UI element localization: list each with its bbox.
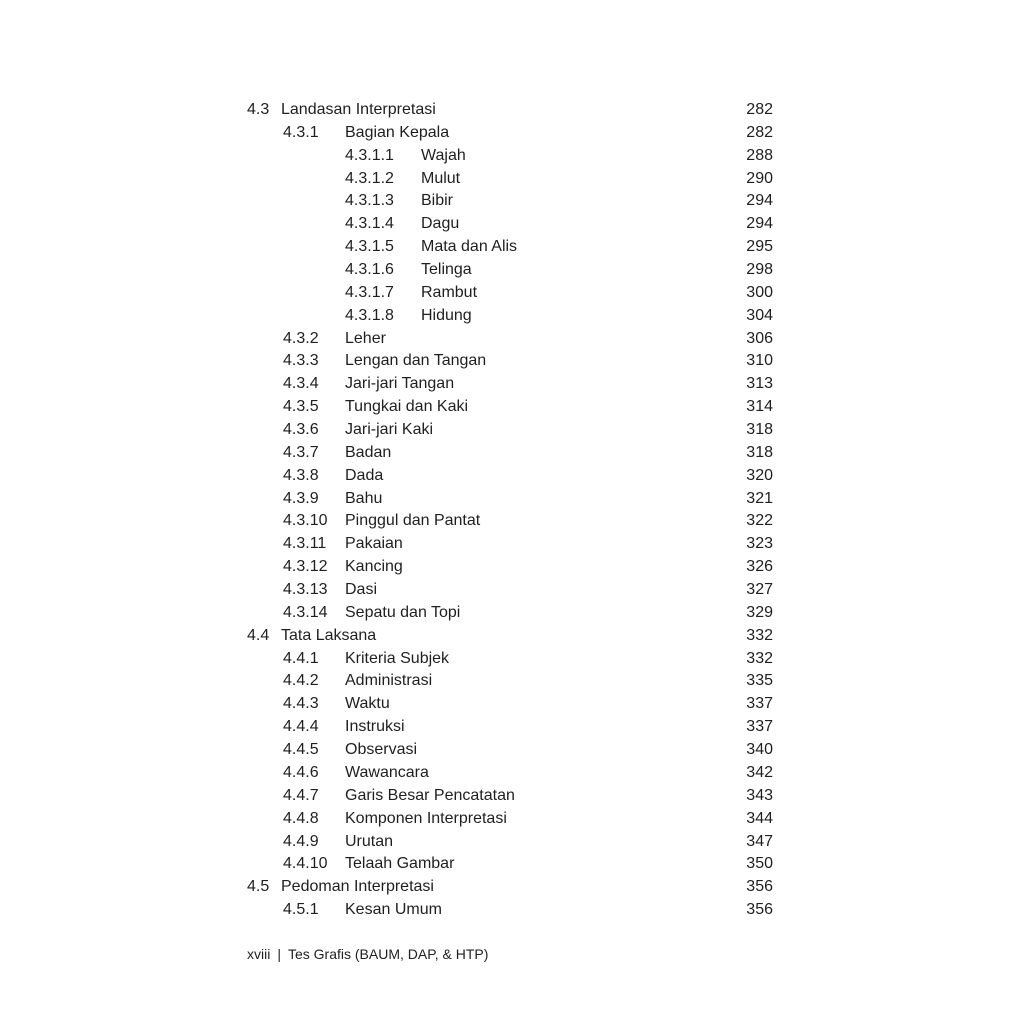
toc-entry-page: 304 (746, 306, 773, 324)
toc-entry-number: 4.3.10 (283, 512, 328, 530)
toc-entry-title: Dada (345, 466, 384, 484)
toc-entry-number: 4.5 (247, 878, 270, 896)
toc-entry-page: 340 (746, 741, 773, 759)
toc-entry-number: 4.3.1 (283, 123, 319, 141)
toc-entry-page: 295 (746, 238, 773, 256)
toc-entry-page: 306 (746, 329, 773, 347)
toc-entry-page: 298 (746, 261, 773, 279)
footer-page-number: xviii (247, 946, 271, 962)
toc-entry-title: Jari-jari Kaki (345, 421, 434, 439)
toc-entry-page: 326 (746, 558, 773, 576)
toc-entry-page: 321 (746, 489, 773, 507)
toc-row (247, 853, 773, 876)
toc-entry-page: 294 (746, 215, 773, 233)
toc-entry-page: 343 (746, 786, 773, 804)
toc-entry-number: 4.4 (247, 626, 270, 644)
toc-entry-title: Rambut (421, 283, 478, 301)
toc-row (247, 168, 773, 191)
toc-entry-number: 4.3.1.2 (345, 169, 394, 187)
toc-entry-number: 4.3.4 (283, 375, 319, 393)
toc-entry-number: 4.3.8 (283, 466, 319, 484)
toc-entry-page: 290 (746, 169, 773, 187)
toc-entry-number: 4.3.9 (283, 489, 319, 507)
toc-entry-title: Bahu (345, 489, 383, 507)
footer-separator: | (277, 946, 281, 962)
toc-entry-title: Leher (345, 329, 386, 347)
toc-entry-number: 4.4.10 (283, 855, 328, 873)
toc-entry-page: 320 (746, 466, 773, 484)
footer-book-title: Tes Grafis (BAUM, DAP, & HTP) (287, 946, 489, 962)
toc-entry-page: 342 (746, 763, 773, 781)
toc-entry-page: 318 (746, 421, 773, 439)
toc-row (247, 625, 773, 648)
toc-row (247, 808, 773, 831)
toc-entry-page: 329 (746, 603, 773, 621)
toc-row (247, 213, 773, 236)
toc-list (247, 99, 773, 922)
toc-entry-number: 4.5.1 (283, 901, 319, 919)
toc-row (247, 831, 773, 854)
toc-entry-number: 4.3.1.1 (345, 146, 394, 164)
toc-row (247, 488, 773, 511)
toc-entry-number: 4.3.14 (283, 603, 328, 621)
toc-entry-page: 350 (746, 855, 773, 873)
toc-entry-title: Administrasi (345, 672, 433, 690)
toc-entry-title: Pedoman Interpretasi (281, 878, 434, 896)
toc-entry-title: Mata dan Alis (421, 238, 518, 256)
toc-entry-title: Lengan dan Tangan (345, 352, 487, 370)
toc-entry-number: 4.3.13 (283, 581, 328, 599)
toc-entry-number: 4.3.1.5 (345, 238, 394, 256)
toc-entry-page: 282 (746, 101, 773, 118)
toc-entry-page: 344 (746, 809, 773, 827)
toc-entry-number: 4.3.1.7 (345, 283, 394, 301)
toc-row (247, 579, 773, 602)
toc-entry-title: Waktu (345, 695, 390, 713)
toc-entry-page: 300 (746, 283, 773, 301)
toc-entry-number: 4.4.2 (283, 672, 319, 690)
toc-entry-title: Telinga (421, 261, 472, 279)
toc-entry-page: 314 (746, 398, 773, 416)
toc-row (247, 442, 773, 465)
toc-entry-page: 337 (746, 695, 773, 713)
toc-entry-page: 322 (746, 512, 773, 530)
toc-entry-page: 335 (746, 672, 773, 690)
toc-row (247, 556, 773, 579)
toc-entry-page: 327 (746, 581, 773, 599)
toc-entry-number: 4.4.3 (283, 695, 319, 713)
toc-entry-title: Garis Besar Pencatatan (345, 786, 515, 804)
toc-row (247, 602, 773, 625)
toc-entry-title: Hidung (421, 306, 472, 324)
toc-entry-number: 4.3.6 (283, 421, 319, 439)
toc-entry-title: Tungkai dan Kaki (345, 398, 469, 416)
toc-entry-page: 356 (746, 901, 773, 919)
toc-row (247, 282, 773, 305)
toc-entry-number: 4.4.6 (283, 763, 319, 781)
toc-entry-page: 294 (746, 192, 773, 210)
toc-entry-page: 347 (746, 832, 773, 850)
toc-entry-number: 4.4.5 (283, 741, 319, 759)
toc-entry-number: 4.3.3 (283, 352, 319, 370)
toc-entry-title: Bibir (421, 192, 454, 210)
toc-entry-page: 332 (746, 649, 773, 667)
toc-entry-title: Dasi (345, 581, 378, 599)
toc-row (247, 648, 773, 671)
toc-row (247, 373, 773, 396)
toc-entry-title: Kancing (345, 558, 403, 576)
toc-row (247, 465, 773, 488)
toc-entry-title: Tata Laksana (281, 626, 377, 644)
toc-entry-number: 4.3.7 (283, 443, 319, 461)
toc-entry-title: Sepatu dan Topi (345, 603, 461, 621)
toc-entry-number: 4.4.8 (283, 809, 319, 827)
toc-entry-number: 4.4.7 (283, 786, 319, 804)
toc-entry-title: Komponen Interpretasi (345, 809, 507, 827)
toc-entry-title: Landasan Interpretasi (281, 101, 436, 118)
toc-entry-page: 288 (746, 146, 773, 164)
toc-entry-number: 4.4.9 (283, 832, 319, 850)
toc-entry-number: 4.3.2 (283, 329, 319, 347)
toc-entry-number: 4.3.12 (283, 558, 328, 576)
toc-row (247, 670, 773, 693)
toc-entry-number: 4.3.5 (283, 398, 319, 416)
toc-entry-page: 310 (746, 352, 773, 370)
toc-entry-title: Observasi (345, 741, 418, 759)
toc-entry-page: 323 (746, 535, 773, 553)
toc-entry-title: Pakaian (345, 535, 403, 553)
toc-entry-title: Mulut (421, 169, 461, 187)
toc-entry-title: Kesan Umum (345, 901, 442, 919)
toc-entry-title: Wawancara (345, 763, 429, 781)
toc-entry-title: Telaah Gambar (345, 855, 455, 873)
toc-entry-number: 4.3.1.6 (345, 261, 394, 279)
toc-entry-number: 4.3.1.3 (345, 192, 394, 210)
toc-row (247, 419, 773, 442)
toc-row (247, 350, 773, 373)
toc-entry-page: 313 (746, 375, 773, 393)
toc-entry-page: 356 (746, 878, 773, 896)
toc-entry-page: 337 (746, 718, 773, 736)
toc-entry-number: 4.3 (247, 101, 270, 118)
toc-row (247, 762, 773, 785)
toc-row (247, 396, 773, 419)
toc-row (247, 305, 773, 328)
toc-row (247, 259, 773, 282)
toc-row (247, 693, 773, 716)
toc-entry-title: Badan (345, 443, 392, 461)
toc-row (247, 716, 773, 739)
toc-row (247, 899, 773, 922)
toc-entry-title: Kriteria Subjek (345, 649, 450, 667)
toc-entry-page: 318 (746, 443, 773, 461)
toc-row (247, 99, 773, 122)
toc-row (247, 739, 773, 762)
toc-entry-number: 4.3.1.8 (345, 306, 394, 324)
toc-row (247, 510, 773, 533)
toc-row (247, 876, 773, 899)
toc-entry-title: Jari-jari Tangan (345, 375, 455, 393)
toc-entry-title: Bagian Kepala (345, 123, 450, 141)
toc-entry-page: 282 (746, 123, 773, 141)
toc-entry-number: 4.4.4 (283, 718, 319, 736)
toc-entry-title: Urutan (345, 832, 394, 850)
toc-row (247, 328, 773, 351)
toc-row (247, 190, 773, 213)
toc-entry-number: 4.3.1.4 (345, 215, 394, 233)
toc-entry-page: 332 (746, 626, 773, 644)
toc-entry-number: 4.3.11 (283, 535, 327, 553)
toc-row (247, 236, 773, 259)
toc-entry-number: 4.4.1 (283, 649, 319, 667)
toc-row (247, 122, 773, 145)
toc-row (247, 785, 773, 808)
page-footer (247, 944, 488, 964)
toc-entry-title: Dagu (421, 215, 460, 233)
toc-entry-title: Wajah (421, 146, 466, 164)
toc-row (247, 145, 773, 168)
toc-entry-title: Pinggul dan Pantat (345, 512, 481, 530)
toc-entry-title: Instruksi (345, 718, 405, 736)
toc-row (247, 533, 773, 556)
